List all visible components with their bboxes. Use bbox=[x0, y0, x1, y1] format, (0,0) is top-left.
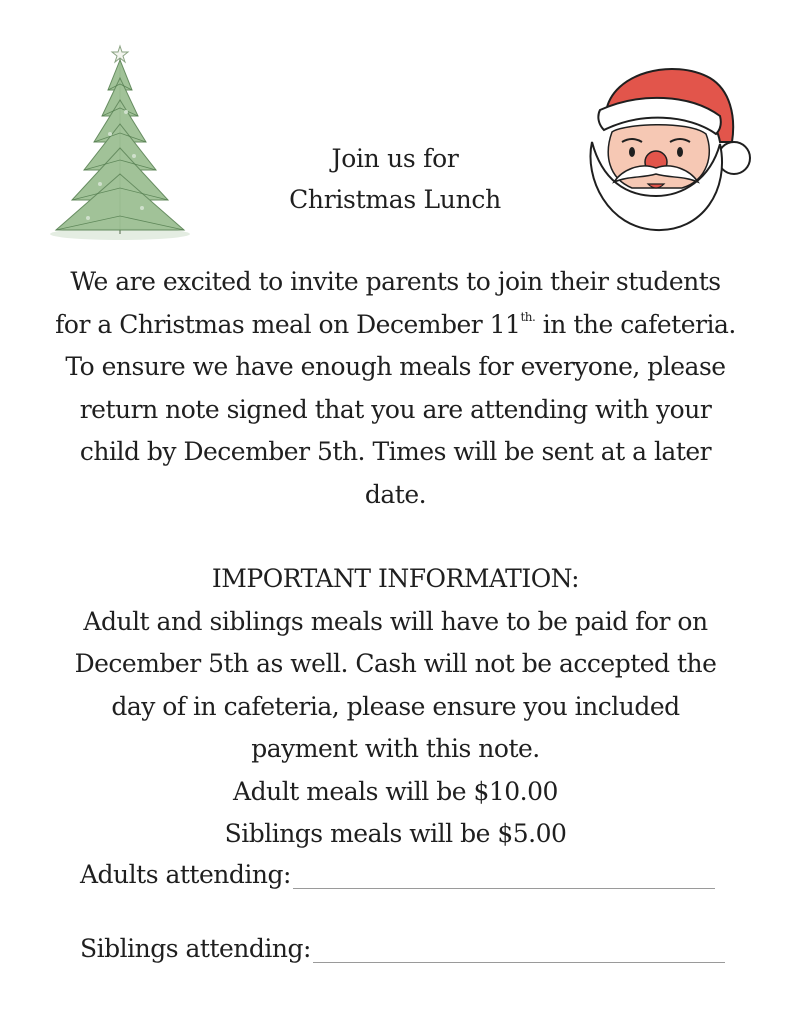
important-heading: IMPORTANT INFORMATION: bbox=[211, 564, 580, 593]
important-line-1: Adult and siblings meals will have to be paid for on bbox=[83, 606, 708, 636]
invitation-line-3: To ensure we have enough meals for everyone, please bbox=[65, 352, 726, 381]
invitation-line-1: We are excited to invite parents to join their students bbox=[70, 267, 721, 296]
adult-meal-price: Adult meals will be $10.00 bbox=[233, 776, 558, 806]
christmas-tree-icon bbox=[38, 38, 198, 248]
invitation-line-6: date. bbox=[364, 479, 427, 509]
siblings-attending-label: Siblings attending: bbox=[80, 934, 311, 963]
invitation-line-2 bbox=[40, 304, 751, 347]
siblings-attending-blank[interactable] bbox=[313, 940, 725, 963]
santa-face-icon bbox=[570, 58, 762, 240]
adults-attending-blank[interactable] bbox=[293, 866, 715, 889]
date-ordinal-suffix: th. bbox=[520, 310, 536, 325]
title-line-2: Christmas Lunch bbox=[289, 185, 501, 214]
adults-attending-label: Adults attending: bbox=[80, 860, 291, 889]
important-line-4: payment with this note. bbox=[251, 734, 540, 763]
sibling-meal-price: Siblings meals will be $5.00 bbox=[224, 819, 567, 848]
invitation-line-2-end: in the cafeteria. bbox=[535, 309, 736, 339]
important-line-2: December 5th as well. Cash will not be accepted the bbox=[74, 649, 717, 678]
invitation-line-2-start: for a Christmas meal on December 11 bbox=[55, 309, 521, 339]
invitation-line-5: child by December 5th. Times will be sent at a later bbox=[79, 437, 712, 466]
invitation-paragraph bbox=[40, 261, 751, 516]
siblings-attending-field bbox=[80, 934, 725, 963]
invitation-line-4: return note signed that you are attending with your bbox=[79, 394, 712, 424]
adults-attending-field bbox=[80, 860, 715, 889]
important-line-3: day of in cafeteria, please ensure you included bbox=[111, 691, 680, 721]
important-info-section bbox=[40, 558, 751, 856]
title-line-1: Join us for bbox=[331, 144, 459, 173]
